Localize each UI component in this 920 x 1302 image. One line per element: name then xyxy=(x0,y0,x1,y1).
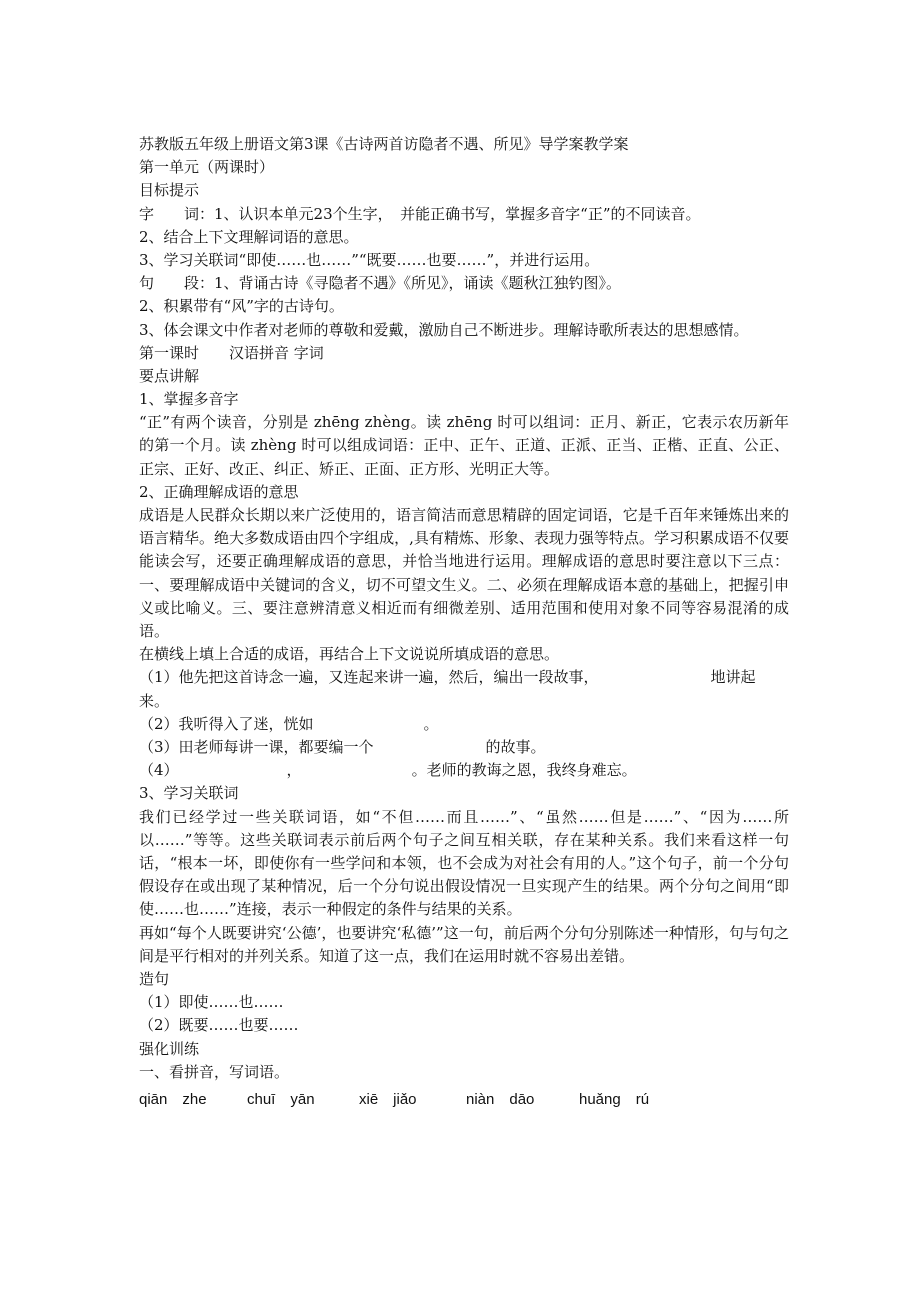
fill-item-2: （2）我听得入了迷，恍如 。 xyxy=(139,714,439,733)
section3-body-1: 我们已经学过一些关联词语，如“不但……而且……”、“虽然……但是……”、“因为……所以……”等等。这些关联词表示前后两个句子之间互相关联，存在某种关系。我们来看这样一句话，“根本一坏，即使你有一些学问和本领，也不会成为对社会有用的人。”这个句子，前一个分句假设存在或出现了某种情况，后一个分句说出假设情况一旦实现产生的结果。两个分句之间用“即使……也……”连接，表示一种假定的条件与结果的关系。 xyxy=(139,807,789,919)
section1-body: “正”有两个读音，分别是 zhēng zhèng。读 zhēng 时可以组词：正月、新正，它表示农历新年的第一个月。读 zhèng 时可以组成词语：正中、正午、正道、正派、正当、正楷、正直、公正、正宗、正好、改正、纠正、矫正、正面、正方形、光明正大等。 xyxy=(139,413,789,478)
section2-body: 成语是人民群众长期以来广泛使用的，语言简洁而意思精辟的固定词语，它是千百年来锤炼出来的语言精华。绝大多数成语由四个字组成，,具有精炼、形象、表现力强等特点。学习积累成语不仅要能读会写，还要正确理解成语的意思，并恰当地进行运用。理解成语的意思时要注意以下三点：一、要理解成语中关键词的含义，切不可望文生义。二、必须在理解成语本意的基础上，把握引申义或比喻义。三、要注意辨清意义相近而有细微差别、适用范围和使用对象不同等容易混淆的成语。 xyxy=(139,506,789,641)
fill-item-3: （3）田老师每讲一课，都要编一个 的故事。 xyxy=(139,738,546,757)
pinyin-row xyxy=(139,1088,789,1111)
section3-heading: 3、学习关联词 xyxy=(139,784,239,803)
training-heading: 强化训练 xyxy=(139,1039,200,1058)
fill-item-1: （1）他先把这首诗念一遍，又连起来讲一遍，然后，编出一段故事， 地讲起 xyxy=(139,668,756,687)
fill-item-1-cont: 来。 xyxy=(139,691,170,710)
fill-instruction: 在横线上填上合适的成语，再结合上下文说说所填成语的意思。 xyxy=(139,645,560,664)
section1-heading: 1、掌握多音字 xyxy=(139,390,239,409)
fill-item-4: （4） ， 。老师的教诲之恩，我终身难忘。 xyxy=(139,761,637,780)
goal-ci-3: 3、学习关联词“即使……也……”“既要……也要……”，并进行运用。 xyxy=(139,250,600,269)
goal-ju-3: 3、体会课文中作者对老师的尊敬和爱戴，激励自己不断进步。理解诗歌所表达的思想感情。 xyxy=(139,320,749,339)
section3-body-2: 再如“每个人既要讲究‘公德’，也要讲究‘私德’”这一句，前后两个分句分别陈述一种情形，句与句之间是平行相对的并列关系。知道了这一点，我们在运用时就不容易出差错。 xyxy=(139,923,789,965)
pinyin-item: chuī yān xyxy=(247,1090,315,1108)
pinyin-item: qiān zhe xyxy=(139,1090,207,1108)
goal-ci-2: 2、结合上下文理解词语的意思。 xyxy=(139,227,359,246)
key-points-heading: 要点讲解 xyxy=(139,366,200,385)
document-title: 苏教版五年级上册语文第3课《古诗两首访隐者不遇、所见》导学案教学案 xyxy=(139,135,629,153)
make-sentence-2: （2）既要……也要…… xyxy=(139,1016,299,1035)
goal-ci-1: 字 词：1、认识本单元23个生字， 并能正确书写，掌握多音字“正”的不同读音。 xyxy=(139,204,701,223)
lesson1-heading: 第一课时 汉语拼音 字词 xyxy=(139,343,324,362)
goal-ju-1: 句 段：1、背诵古诗《寻隐者不遇》《所见》，诵读《题秋江独钓图》。 xyxy=(139,274,622,293)
pinyin-item: xiē jiǎo xyxy=(359,1090,417,1108)
goals-heading: 目标提示 xyxy=(139,181,200,200)
exercise1-heading: 一、看拼音，写词语。 xyxy=(139,1062,290,1081)
unit-heading: 第一单元（两课时） xyxy=(139,158,275,177)
pinyin-item: niàn dāo xyxy=(466,1090,535,1108)
make-sentence-1: （1）即使……也…… xyxy=(139,993,284,1012)
make-sentence-heading: 造句 xyxy=(139,970,170,988)
document-page xyxy=(139,133,789,1111)
section2-heading: 2、正确理解成语的意思 xyxy=(139,482,299,501)
goal-ci-label: 字 词： xyxy=(139,204,215,223)
goal-ju-label: 句 段： xyxy=(139,274,215,293)
pinyin-item: huǎng rú xyxy=(579,1090,650,1108)
goal-ju-2: 2、积累带有“风”字的古诗句。 xyxy=(139,297,344,316)
